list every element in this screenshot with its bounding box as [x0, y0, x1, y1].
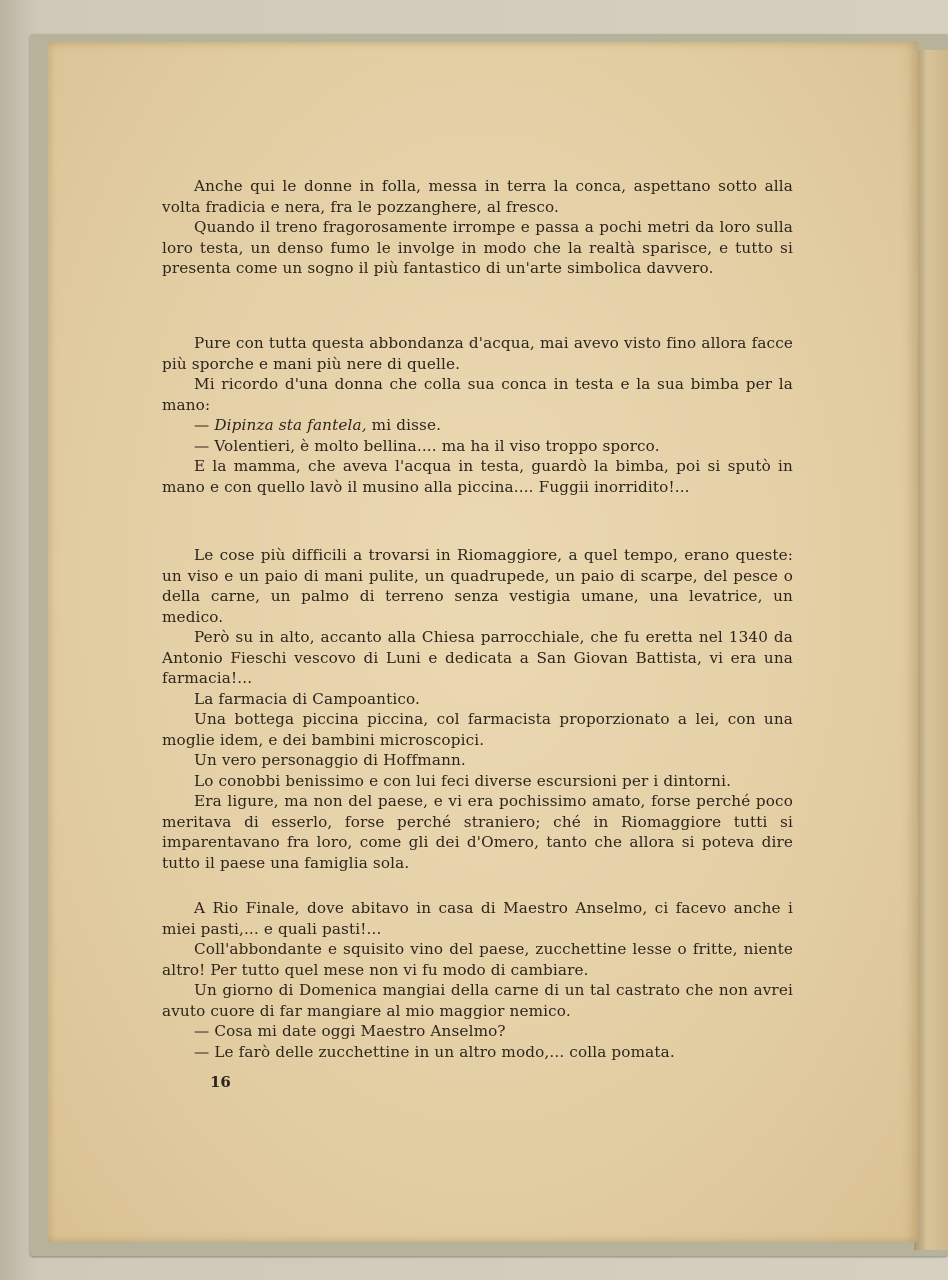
paragraph: Un vero personaggio di Hoffmann. [194, 751, 466, 769]
text-block-2 [162, 333, 793, 497]
paragraph: Era ligure, ma non del paese, e vi era pochissimo amato, forse perché poco meritava di esserlo, forse perché straniero; ché in Riomaggiore tutti si imparentavano fra loro, come gli dei d'Omero, tanto che allora si poteva dire tutto il paese una famiglia sola. [162, 792, 793, 872]
text-block-1 [162, 176, 793, 279]
paragraph: Mi ricordo d'una donna che colla sua conca in testa e la sua bimba per la mano: [162, 375, 793, 414]
dialogue-dash: — [194, 416, 215, 434]
paragraph: Però su in alto, accanto alla Chiesa parrocchiale, che fu eretta nel 1340 da Antonio Fieschi vescovo di Luni e dedicata a San Giovan Battista, vi era una farmacia!... [162, 628, 793, 687]
paragraph: La farmacia di Campoantico. [194, 689, 421, 708]
dialogue-italic: Dipinza sta fantela, [214, 416, 367, 434]
paragraph: Un giorno di Domenica mangiai della carne di un tal castrato che non avrei avuto cuore di far mangiare al mio maggior nemico. [162, 981, 793, 1020]
paragraph: Lo conobbi benissimo e con lui feci diverse escursioni per i dintorni. [194, 771, 732, 790]
dialogue-line: — Volentieri, è molto bellina.... ma ha il viso troppo sporco. [194, 436, 660, 455]
paragraph: Quando il treno fragorosamente irrompe e passa a pochi metri da loro sulla loro testa, un denso fumo le involge in modo che la realtà sparisce, e tutto si presenta come un sogno il più fantastico di un'arte simbolica davvero. [162, 218, 793, 277]
dialogue-rest: mi disse. [366, 416, 442, 434]
paragraph: Le cose più difficili a trovarsi in Riomaggiore, a quel tempo, erano queste: un viso e un paio di mani pulite, un quadrupede, un paio di scarpe, del pesce o della carne, un palmo di terreno senza vestigia umane, una levatrice, un medico. [162, 546, 793, 626]
text-block-3 [162, 545, 793, 873]
paragraph: Anche qui le donne in folla, messa in terra la conca, aspettano sotto alla volta fradicia e nera, fra le pozzanghere, al fresco. [162, 177, 793, 216]
page-edges [914, 50, 948, 1250]
paragraph: Pure con tutta questa abbondanza d'acqua, mai avevo visto fino allora facce più sporche e mani più nere di quelle. [162, 334, 793, 373]
paragraph: A Rio Finale, dove abitavo in casa di Maestro Anselmo, ci facevo anche i miei pasti,... e quali pasti!... [162, 899, 793, 938]
dialogue-line: — Cosa mi date oggi Maestro Anselmo? [194, 1022, 506, 1040]
text-block-4 [162, 898, 793, 1062]
dialogue-line [162, 415, 793, 436]
paragraph: Una bottega piccina piccina, col farmacista proporzionato a lei, con una moglie idem, e dei bambini microscopici. [162, 710, 793, 749]
dialogue-line: — Le farò delle zucchettine in un altro modo,... colla pomata. [194, 1042, 675, 1061]
paragraph: E la mamma, che aveva l'acqua in testa, guardò la bimba, poi si sputò in mano e con quello lavò il musino alla piccina.... Fuggii inorridito!... [162, 457, 793, 496]
page-number: 16 [210, 1073, 231, 1091]
paragraph: Coll'abbondante e squisito vino del paese, zucchettine lesse o fritte, niente altro! Per tutto quel mese non vi fu modo di cambiare. [162, 940, 793, 979]
